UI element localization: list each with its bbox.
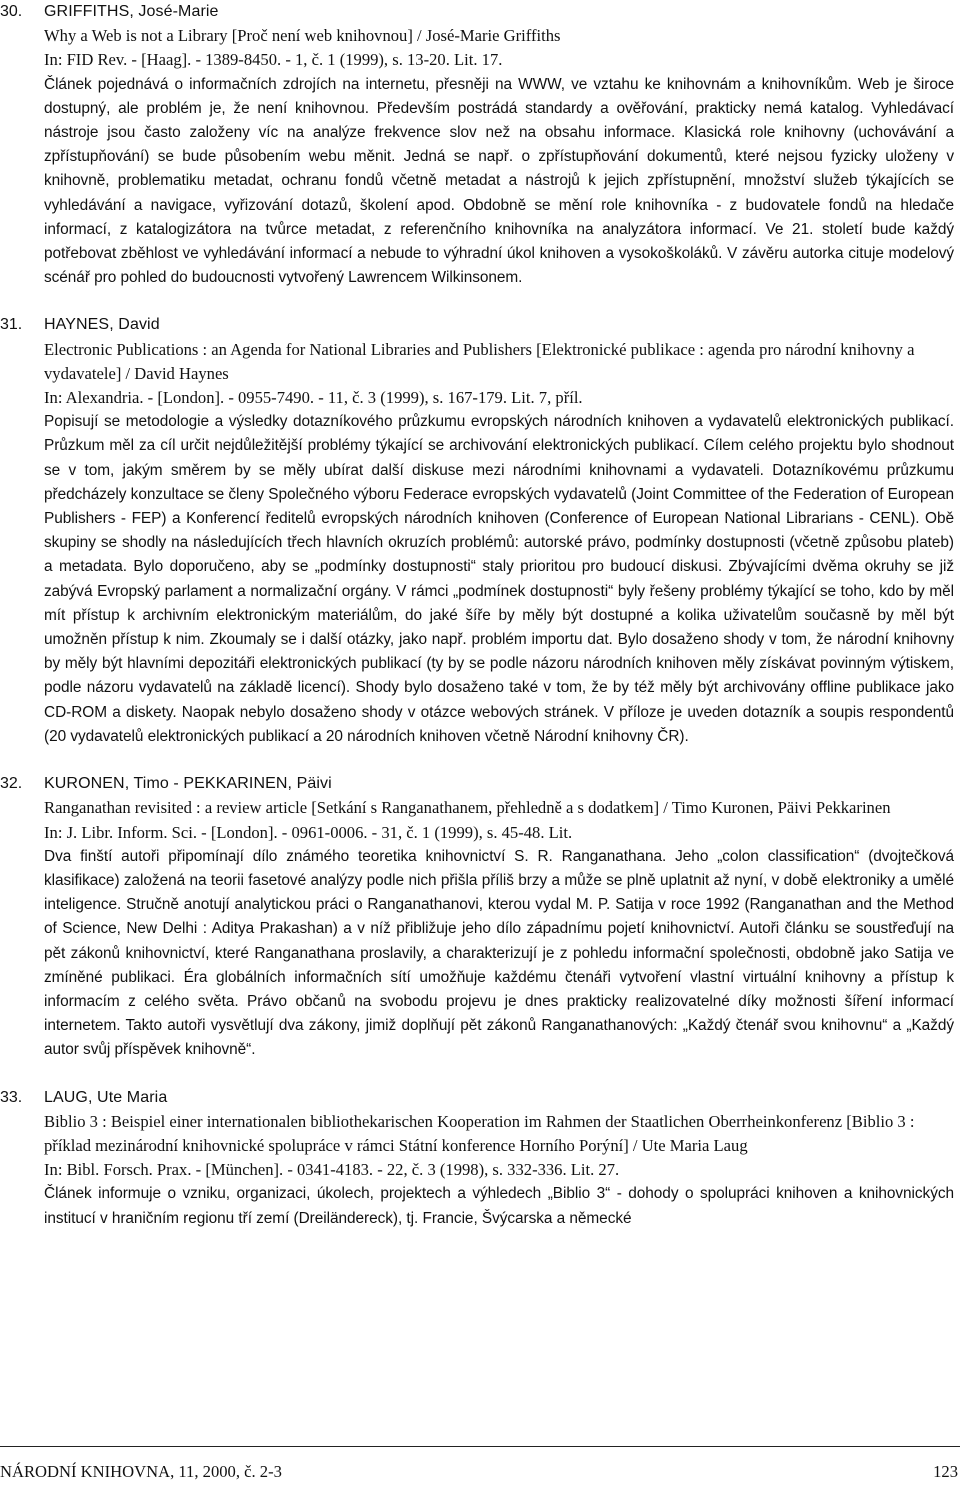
entry-title: Ranganathan revisited : a review article [Setkání s Ranganathanem, přehledně a s dodatkem] / Timo Kuronen, Päivi Pekkarinen — [44, 798, 891, 818]
entry-abstract: Dva finští autoři připomínají dílo známého teoretika knihovnictví S. R. Ranganathana. Jeho „colon classification“ (dvojtečková klasifikace) založená na teorii fasetové analýzy podle nich přišla příliš brzy a může se plně uplatnit až nyní, v době elektroniky a umělé inteligence. Stručně anotují analytickou práci o Ranganathanovi, kterou vydal M. P. Satija v roce 1992 (Ranganathan and the Method of Science, New Delhi : Aditya Prakashan) a v níž přibližuje jeho dílo západnímu pojetí knihovnictví. Autoři článku se soustřeďují na pět zákonů knihovnictví, které Ranganathana proslavily, a charakterizují je z pohledu informační společnosti, obdobně jako Satija ve zmíněné publikaci. Éra globálních informačních sítí umožňuje každému čtenáři vytvoření vlastní virtuální knihovny a přístup k informacím z celého světa. Právo občanů na svobodu projevu je dnes prakticky realizovatelné díky možnosti šíření informací internetem. Takto autoři vysvětlují dva zákony, jimiž doplňují pět zákonů Ranganathanových: „Každý čtenář svou knihovnu“ a „Každý autor svůj příspěvek knihovně“. — [44, 847, 954, 1059]
entry-source: In: FID Rev. - [Haag]. - 1389-8450. - 1, č. 1 (1999), s. 13-20. Lit. 17. — [44, 50, 503, 70]
entry-source: In: Alexandria. - [London]. - 0955-7490. - 11, č. 3 (1999), s. 167-179. Lit. 7, příl. — [44, 388, 583, 408]
entry-number: 32. — [0, 775, 23, 793]
bibliography-entry-31 — [0, 313, 960, 749]
entry-number: 31. — [0, 316, 23, 334]
footer-divider — [0, 1446, 960, 1447]
entry-abstract: Popisují se metodologie a výsledky dotazníkového průzkumu evropských národních knihoven a vydavatelů elektronických publikací. Průzkum měl za cíl určit nejdůležitější problémy týkající se archivování elektronických publikací. Cílem celého projektu bylo shodnout se v tom, jakým směrem by se měly ubírat další diskuse mezi národními knihovnami a vydavateli. Dotazníkovému průzkumu předcházely konzultace se členy Společného výboru Federace evropských vydavatelů (Joint Committee of the Federation of European Publishers - FEP) a Konferencí ředitelů evropských národních knihoven (Conference of European National Librarians - CENL). Obě skupiny se shodly na následujících třech hlavních okruzích problémů: autorské právo, podmínky dostupnosti (včetně způsobu plateb) a metadata. Bylo doporučeno, aby se „podmínky dostupnosti“ staly prioritou pro budoucí diskusi. Zbývajícími dvěma okruhy se již zabývá Evropský parlament a normalizační orgány. V rámci „podmínek dostupnosti“ byly řešeny problémy týkající se toho, kdo by měl mít přístup k archivním elektronickým materiálům, do jaké šíře by měly být dostupné a kolika uživatelům současně by měl být umožněn přístup k nim. Zkoumaly se i další otázky, jako např. problém importu dat. Bylo dosaženo shody v tom, že národní knihovny by měly být hlavními depozitáři elektronických publikací (ty by se podle názoru národních knihoven měly získávat povinným výtiskem, podle názoru vydavatelů na základě licencí). Shody bylo dosaženo také v tom, že by též měly být archivovány offline publikace jako CD-ROM a diskety. Naopak nebylo dosaženo shody v otázce webových stránek. V příloze je uveden dotazník a soupis respondentů (20 vydavatelů elektronických publikací a 20 národních knihoven včetně Národní knihovny ČR). — [44, 413, 954, 745]
entry-number: 30. — [0, 3, 23, 20]
entry-abstract: Článek pojednává o informačních zdrojích na internetu, přesněji na WWW, ve vztahu ke knihovnám a knihovníkům. Web je široce dostupný, ale problém je, že není knihovnou. Především postrádá standardy a ověřování, prakticky nemá katalog. Vyhledávací nástroje jsou často založeny víc na analýze frekvence slov než na obsahu informace. Klasická role knihovny (uchovávání a zpřístupňování) se bude působením webu měnit. Jedná se např. o zpřístupňování dokumentů, které nejsou fyzicky uloženy v knihovně, problematiku metadat, ochranu fondů včetně metadat a nástrojů k jejich zpřístupnění, množství služeb týkajících se vyhledávání a navigace, vyřizování dotazů, školení apod. Obdobně se mění role knihovníka - z budovatele fondů na hledače informací, z katalogizátora na tvůrce metadat, z referenčního knihovníka na analyzátora informací. Ve 21. století bude každý potřebovat zběhlost ve vyhledávání informací a nebude to výhradní úkol knihoven a vysokoškoláků. V závěru autorka cituje modelový scénář pro pohled do budoucnosti vytvořený Lawrencem Wilkinsonem. — [44, 75, 954, 287]
entry-author: HAYNES, David — [44, 316, 160, 334]
entry-title: Electronic Publications : an Agenda for National Libraries and Publishers [Elektronické publikace : agenda pro národní knihovny a vydavatele] / David Haynes — [44, 339, 915, 383]
entry-source: In: J. Libr. Inform. Sci. - [London]. - 0961-0006. - 31, č. 1 (1999), s. 45-48. Lit. — [44, 822, 573, 842]
entry-abstract: Článek informuje o vzniku, organizaci, úkolech, projektech a výhledech „Biblio 3“ - dohody o spolupráci knihoven a knihovnických institucí v hraničním regionu tří zemí (Dreiländereck), tj. Francie, Švýcarska a německé — [44, 1185, 954, 1227]
bibliography-entry-33 — [0, 1086, 960, 1231]
entry-source: In: Bibl. Forsch. Prax. - [München]. - 0341-4183. - 22, č. 3 (1998), s. 332-336. Lit. 27. — [44, 1160, 620, 1180]
entry-author: GRIFFITHS, José-Marie — [44, 3, 219, 20]
entry-title: Why a Web is not a Library [Proč není web knihovnou] / José-Marie Griffiths — [44, 26, 561, 46]
entry-number: 33. — [0, 1088, 23, 1106]
footer-journal-title: NÁRODNÍ KNIHOVNA, 11, 2000, č. 2-3 — [0, 1462, 282, 1481]
bibliography-entry-32 — [0, 772, 960, 1062]
footer-page-number: 123 — [933, 1462, 958, 1481]
entry-author: KURONEN, Timo - PEKKARINEN, Päivi — [44, 775, 332, 793]
entry-author: LAUG, Ute Maria — [44, 1088, 168, 1106]
entry-title: Biblio 3 : Beispiel einer internationalen bibliothekarischen Kooperation im Rahmen der Staatlichen Oberrheinkonferenz [Biblio 3 : příklad mezinárodní knihovnické spolupráce v rámci Státní konference Horního Porýní] / Ute Maria Laug — [44, 1111, 915, 1155]
bibliography-entry-30 — [0, 0, 960, 290]
